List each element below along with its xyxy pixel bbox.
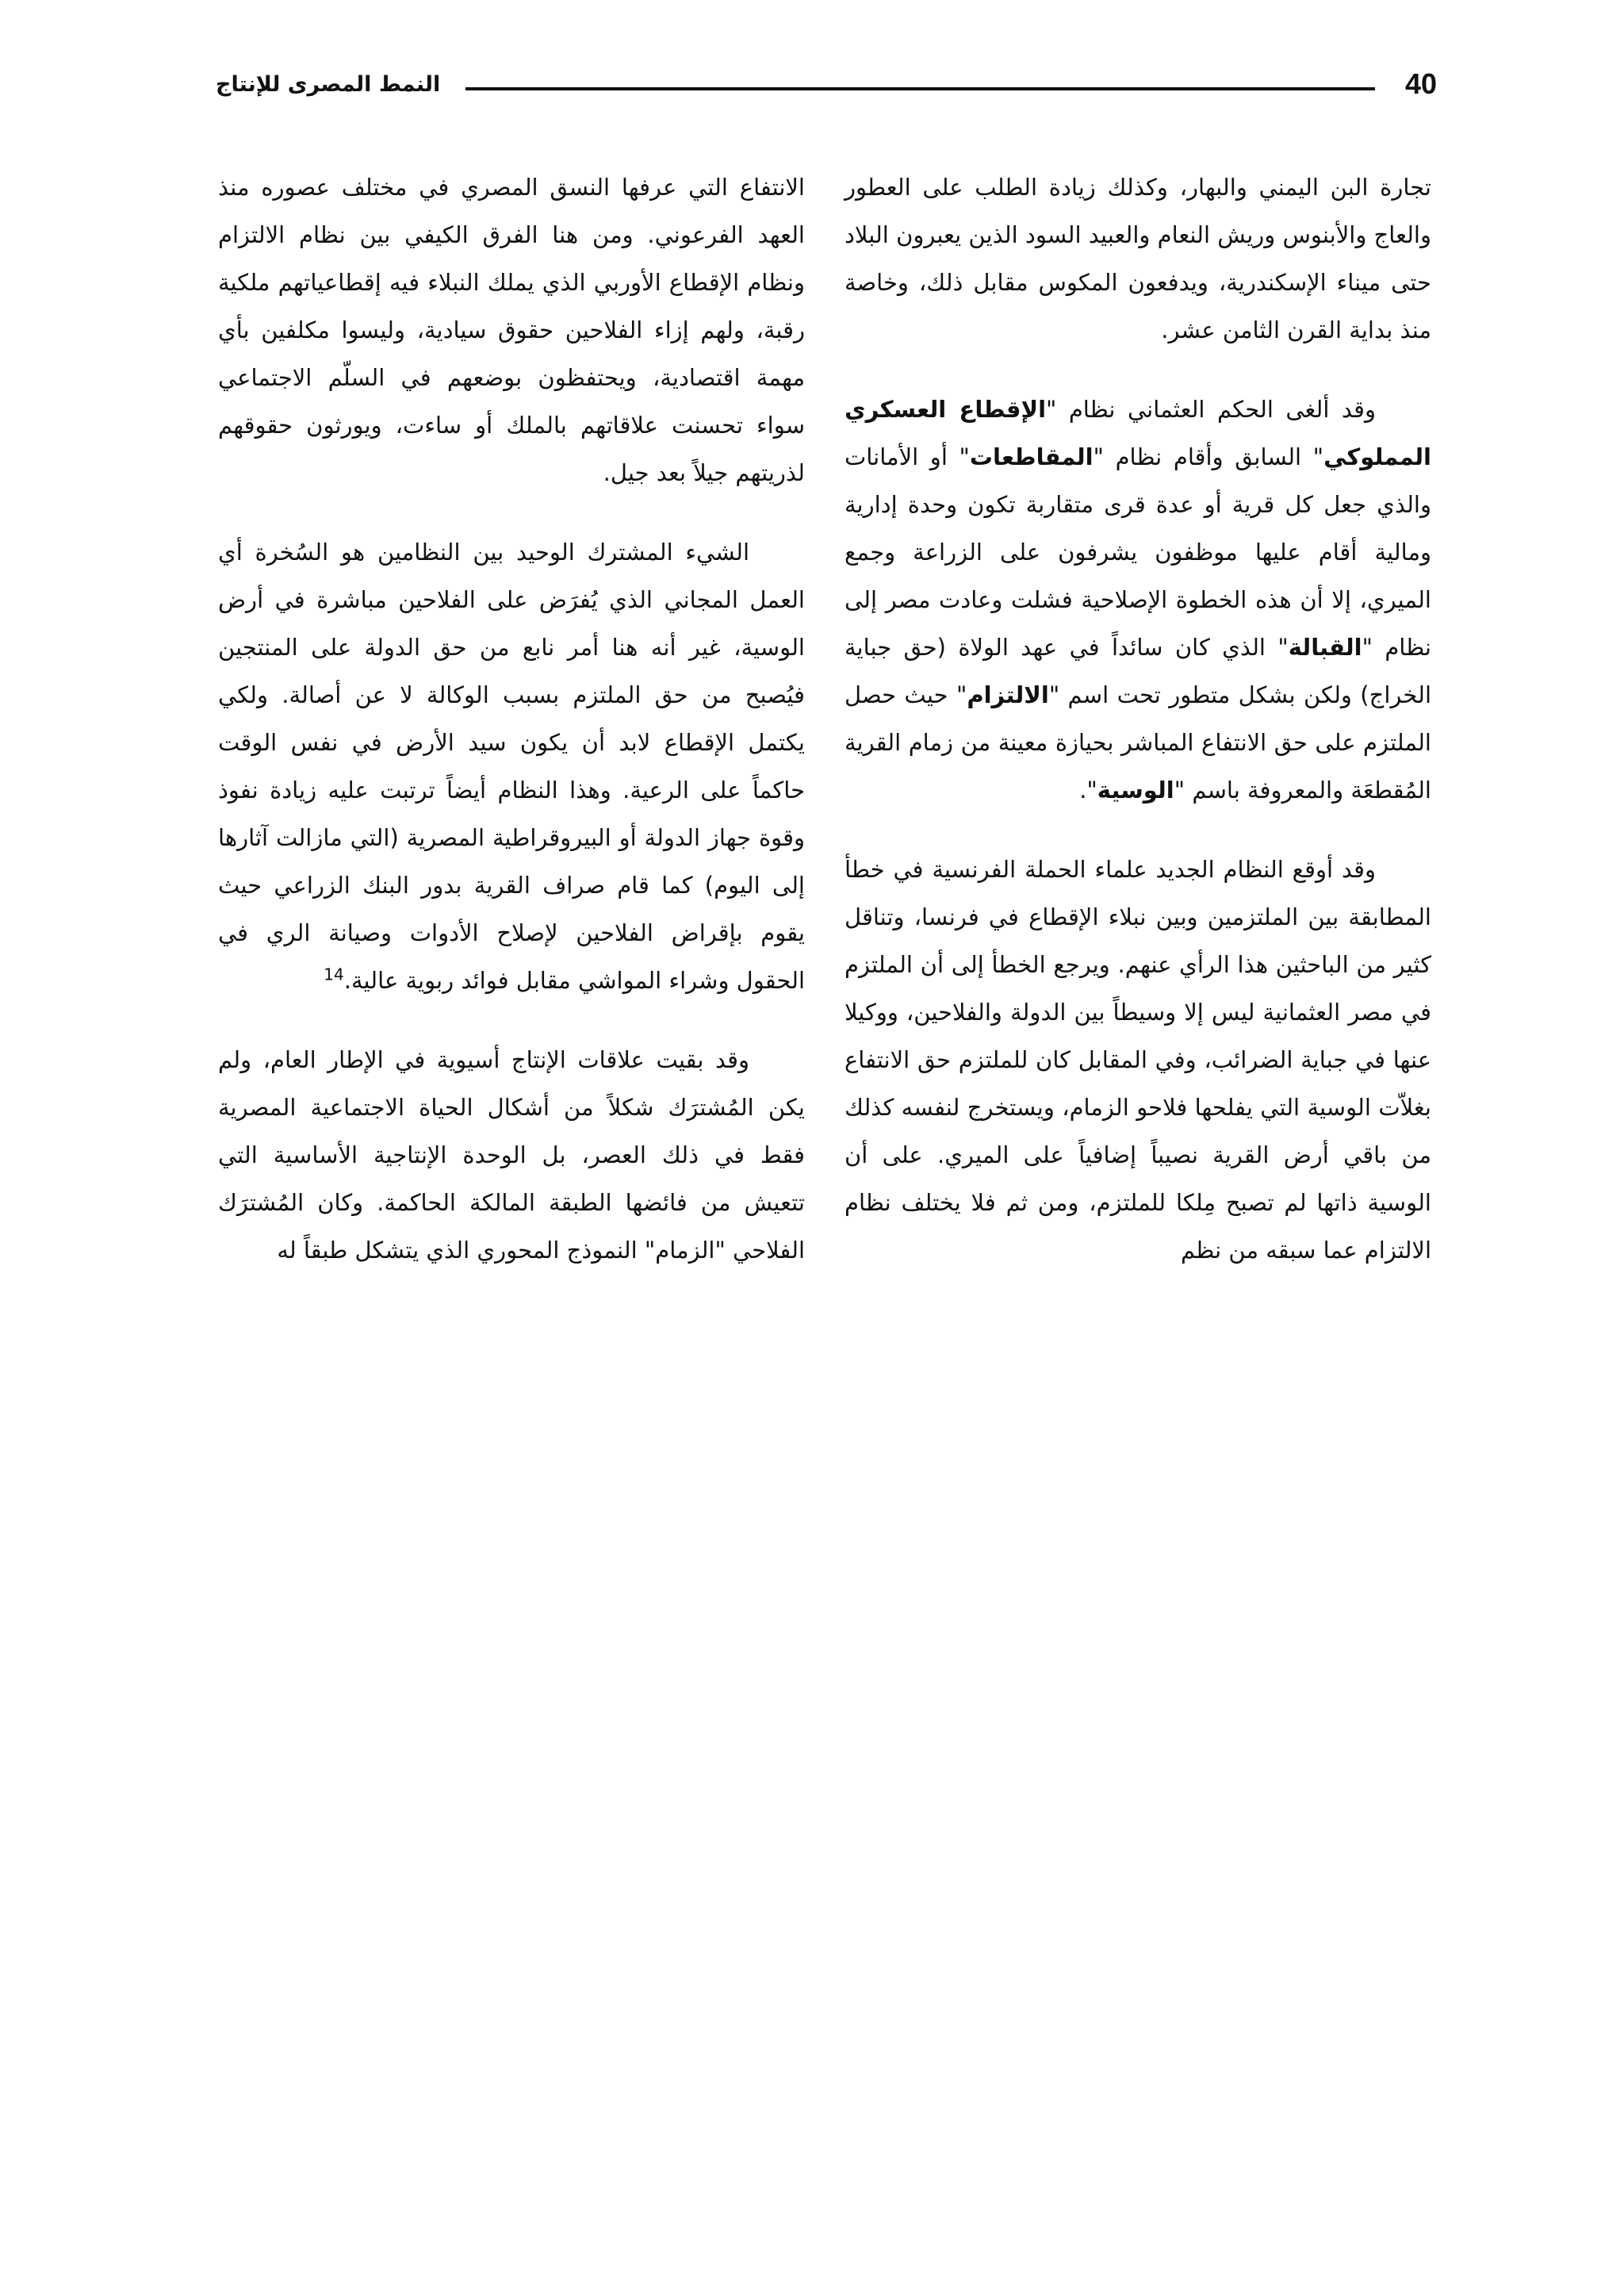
paragraph: الانتفاع التي عرفها النسق المصري في مختلف عصوره منذ العهد الفرعوني. ومن هنا الفرق الكيفي بين نظام الالتزام ونظام الإقطاع الأوربي الذي يملك النبلاء فيه إقطاعياتهم ملكية رقبة، ولهم إزاء الفلاحين حقوق سيادية، وليسوا مكلفين بأي مهمة اقتصادية، ويحتفظون بوضعهم في السلّم الاجتماعي سواء تحسنت علاقاتهم بالملك أو ساءت، ويورثون حقوقهم لذريتهم جيلاً بعد جيل. (218, 174, 805, 486)
paragraph (845, 386, 1431, 814)
text-run: وقد ألغى الحكم العثماني نظام " (1046, 396, 1376, 423)
text-run: " السابق وأقام نظام " (1093, 443, 1324, 470)
paragraph: وقد بقيت علاقات الإنتاج أسيوية في الإطار العام، ولم يكن المُشترَك شكلاً من أشكال الحياة الاجتماعية المصرية فقط في ذلك العصر، بل الوحدة الإنتاجية الأساسية التي تتعيش من فائضها الطبقة المالكة الحاكمة. وكان المُشترَك الفلاحي "الزمام" النموذج المحوري الذي يتشكل طبقاً له (218, 1046, 805, 1264)
text-run: ". (1079, 777, 1097, 804)
text-run: " الذي كان سائداً في عهد الولاة (حق جباية الخراج) ولكن بشكل متطور تحت اسم " (845, 634, 1432, 708)
bold-term: المقاطعات (969, 443, 1094, 470)
page-number: 40 (1404, 67, 1437, 100)
header-rule (465, 87, 1375, 90)
bold-term: الوسية (1097, 777, 1174, 804)
left-column (218, 163, 805, 1306)
text-run: " أو الأمانات والذي جعل كل قرية أو عدة قرى متقاربة تكون وحدة إدارية ومالية أقام عليها موظفون يشرفون على الزراعة وجمع الميري، إلا أن هذه الخطوة الإصلاحية فشلت وعادت مصر إلى نظام " (845, 443, 1431, 661)
bold-term: الالتزام (967, 681, 1049, 708)
paragraph (218, 528, 805, 1004)
paragraph: تجارة البن اليمني والبهار، وكذلك زيادة الطلب على العطور والعاج والأبنوس وريش النعام والعبيد السود الذين يعبرون البلاد حتى ميناء الإسكندرية، ويدفعون المكوس مقابل ذلك، وخاصة منذ بداية القرن الثامن عشر. (845, 174, 1431, 343)
right-column (845, 163, 1431, 1306)
bold-term: الإقطاع العسكري المملوكي (845, 396, 1431, 470)
text-run: الشيء المشترك الوحيد بين النظامين هو السُخرة أي العمل المجاني الذي يُفرَض على الفلاحين مباشرة في أرض الوسية، غير أنه هنا أمر نابع من حق الدولة على المنتجين فيُصبح من حق الملتزم بسبب الوكالة لا عن أصالة. ولكي يكتمل الإقطاع لابد أن يكون سيد الأرض في نفس الوقت حاكماً على الرعية. وهذا النظام أيضاً ترتبت عليه زيادة نفوذ وقوة جهاز الدولة أو البيروقراطية المصرية (التي مازالت آثارها إلى اليوم) كما قام صراف القرية بدور البنك الزراعي حيث يقوم بإقراض الفلاحين لإصلاح الأدوات وصيانة الري في الحقول وشراء المواشي مقابل فوائد ربوية عالية. (218, 539, 805, 994)
text-run: " حيث حصل الملتزم على حق الانتفاع المباشر بحيازة معينة من زمام القرية المُقطعَة والمعروفة باسم " (845, 681, 1431, 804)
footnote-marker: 14 (324, 965, 344, 984)
bold-term: القبالة (1288, 634, 1362, 661)
paragraph: وقد أوقع النظام الجديد علماء الحملة الفرنسية في خطأ المطابقة بين الملتزمين وبين نبلاء الإقطاع في فرنسا، وتناقل كثير من الباحثين هذا الرأي عنهم. ويرجع الخطأ إلى أن الملتزم في مصر العثمانية ليس إلا وسيطاً بين الدولة والفلاحين، ووكيلا عنها في جباية الضرائب، وفي المقابل كان للملتزم حق الانتفاع بغلاّت الوسية التي يفلحها فلاحو الزمام، ويستخرج لنفسه كذلك من باقي أرض القرية نصيباً إضافياً على الميري. على أن الوسية ذاتها لم تصبح مِلكا للملتزم، ومن ثم فلا يختلف نظام الالتزام عما سبقه من نظم (845, 856, 1431, 1264)
running-title: النمط المصرى للإنتاج (216, 72, 441, 97)
page-header (216, 67, 1437, 114)
